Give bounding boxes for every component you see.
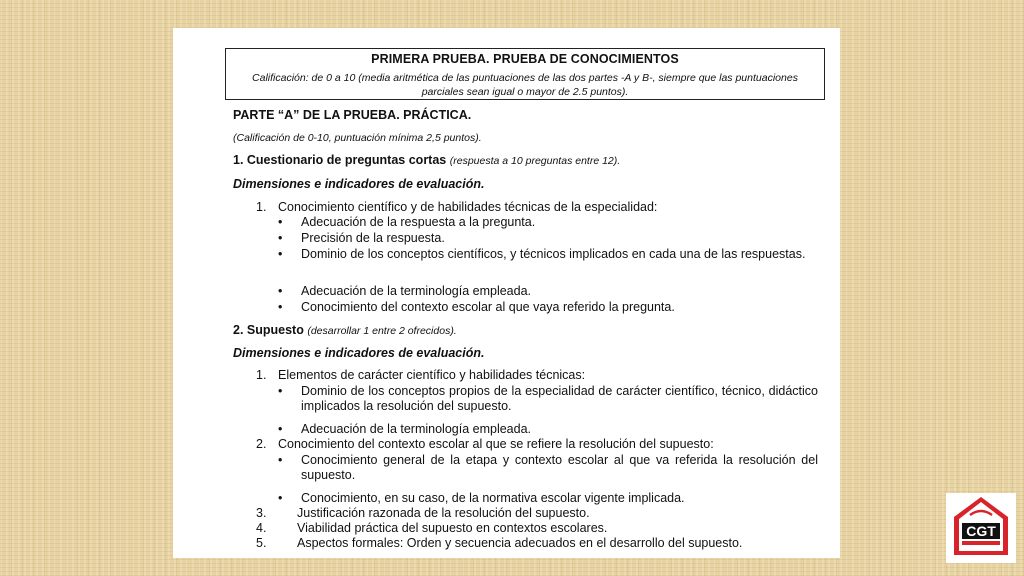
s2-item4-number: 4. bbox=[256, 521, 267, 535]
part-a-note: (Calificación de 0-10, puntuación mínima 2,5 puntos). bbox=[233, 132, 482, 144]
s2-item5-number: 5. bbox=[256, 536, 267, 550]
header-subtitle: Calificación: de 0 a 10 (media aritmética de las puntuaciones de las dos partes -A y B-, siempre que las puntuaciones parciales sean igual o mayor de 2.5 puntos). bbox=[252, 72, 798, 98]
s2-item3-number: 3. bbox=[256, 506, 267, 520]
s2-item2-text: Conocimiento del contexto escolar al que se refiere la resolución del supuesto: bbox=[278, 437, 714, 451]
s2-item5-text: Aspectos formales: Orden y secuencia adecuados en el desarrollo del supuesto. bbox=[297, 536, 743, 550]
bullet-icon: • bbox=[278, 453, 283, 467]
s1-bullet-2: Precisión de la respuesta. bbox=[301, 231, 445, 245]
section1-note: (respuesta a 10 preguntas entre 12). bbox=[449, 155, 621, 167]
bullet-icon: • bbox=[278, 422, 283, 436]
s1-bullet-5: Conocimiento del contexto escolar al que vaya referido la pregunta. bbox=[301, 300, 675, 314]
bullet-icon: • bbox=[278, 231, 283, 245]
bullet-icon: • bbox=[278, 215, 283, 229]
s2-item1-bullet-2: Adecuación de la terminología empleada. bbox=[301, 422, 532, 436]
s2-item1-number: 1. bbox=[256, 368, 267, 382]
s2-item3-text: Justificación razonada de la resolución del supuesto. bbox=[297, 506, 590, 520]
s1-item1-number: 1. bbox=[256, 200, 267, 214]
s2-item4-text: Viabilidad práctica del supuesto en contextos escolares. bbox=[297, 521, 608, 535]
header-box bbox=[225, 48, 825, 100]
section1-title: 1. Cuestionario de preguntas cortas bbox=[233, 153, 447, 167]
bullet-icon: • bbox=[278, 384, 283, 398]
section2-title: 2. Supuesto bbox=[233, 323, 304, 337]
s2-item1-bullet-1: Dominio de los conceptos propios de la especialidad de carácter científico, técnico, didáctico implicados la resolución del supuesto. bbox=[301, 384, 818, 413]
s2-item2-bullet-1: Conocimiento general de la etapa y contexto escolar al que va referida la resolución del supuesto. bbox=[301, 453, 818, 482]
part-a-title: PARTE “A” DE LA PRUEBA. PRÁCTICA. bbox=[233, 108, 472, 122]
header-title: PRIMERA PRUEBA. PRUEBA DE CONOCIMIENTOS bbox=[371, 52, 679, 66]
s2-item1-text: Elementos de carácter científico y habilidades técnicas: bbox=[278, 368, 586, 382]
section2-heading bbox=[233, 323, 457, 337]
cgt-logo bbox=[946, 493, 1016, 563]
bullet-icon: • bbox=[278, 491, 283, 505]
document-page bbox=[173, 28, 840, 558]
logo-text: CGT bbox=[966, 523, 996, 539]
s2-item2-bullet-2: Conocimiento, en su caso, de la normativa escolar vigente implicada. bbox=[301, 491, 685, 505]
s1-item1-text: Conocimiento científico y de habilidades técnicas de la especialidad: bbox=[278, 200, 658, 214]
s1-bullet-1: Adecuación de la respuesta a la pregunta. bbox=[301, 215, 536, 229]
s2-item2-number: 2. bbox=[256, 437, 267, 451]
s1-bullet-3: Dominio de los conceptos científicos, y técnicos implicados en cada una de las respuestas. bbox=[301, 247, 806, 261]
cgt-logo-icon bbox=[946, 493, 1016, 563]
bullet-icon: • bbox=[278, 284, 283, 298]
section1-heading bbox=[233, 153, 620, 167]
section2-note: (desarrollar 1 entre 2 ofrecidos). bbox=[307, 325, 457, 337]
section2-dimensions: Dimensiones e indicadores de evaluación. bbox=[233, 346, 485, 360]
s1-bullet-4: Adecuación de la terminología empleada. bbox=[301, 284, 532, 298]
bullet-icon: • bbox=[278, 300, 283, 314]
section1-dimensions: Dimensiones e indicadores de evaluación. bbox=[233, 177, 485, 191]
bullet-icon: • bbox=[278, 247, 283, 261]
